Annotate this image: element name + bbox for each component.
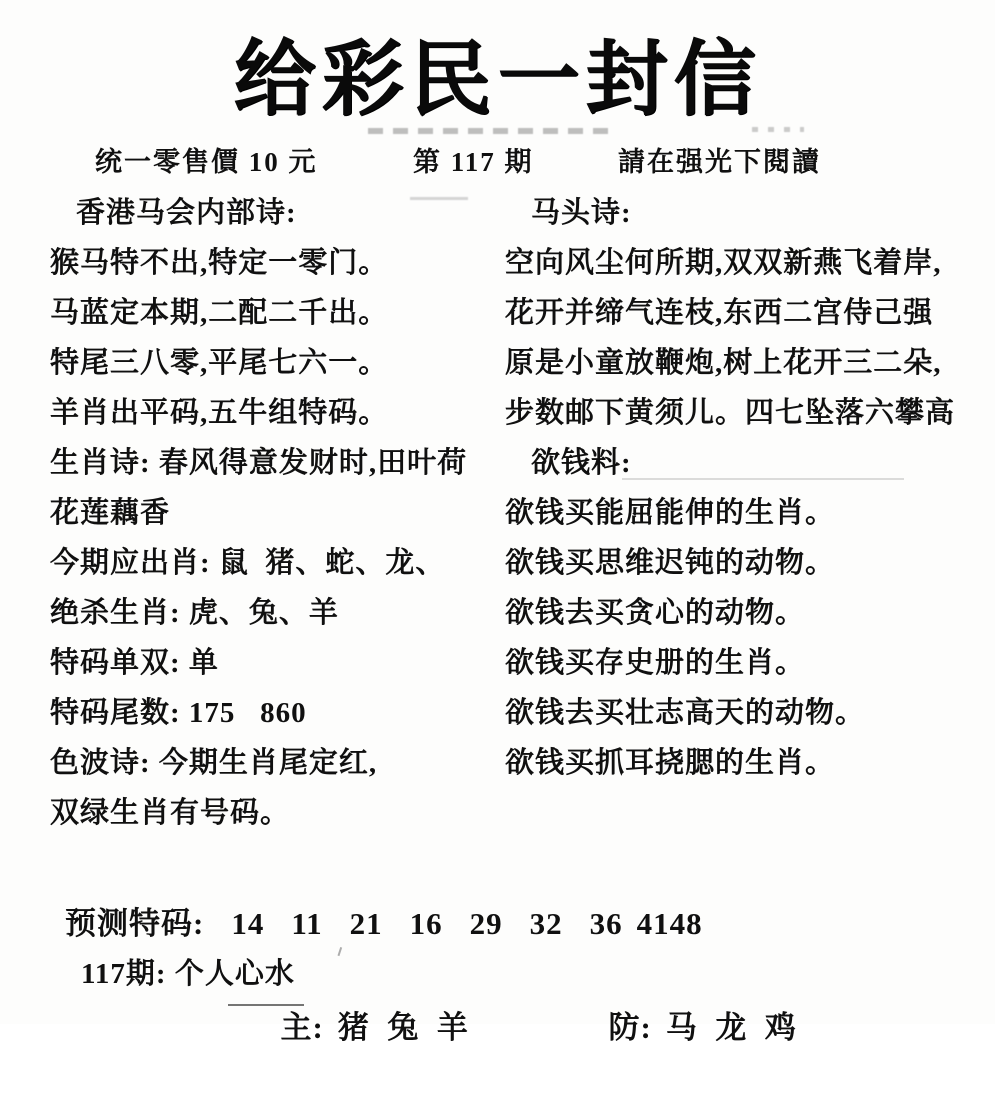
money-clue-line: 欲钱去买壮志高天的动物。	[505, 696, 866, 729]
main-label: 主:	[280, 1010, 324, 1045]
color-wave-line: 色波诗: 今期生肖尾定红,	[50, 746, 378, 779]
zodiac-poem-line: 生肖诗: 春风得意发财时,田叶荷	[50, 446, 468, 479]
issue-note-label: 117期:	[81, 958, 167, 990]
poem-line: 空向风尘何所期,双双新燕飞着岸,	[505, 246, 942, 279]
prediction-number: 29	[469, 906, 503, 941]
right-column-heading: 马头诗:	[531, 196, 632, 229]
expected-zodiac-line: 今期应出肖: 鼠 猪、蛇、龙、	[50, 546, 446, 579]
left-column-heading: 香港马会内部诗:	[76, 196, 297, 229]
main-picks	[228, 966, 469, 1083]
info-bar	[0, 140, 995, 176]
money-clue-line: 欲钱买能屈能伸的生肖。	[505, 496, 836, 529]
money-clue-line: 欲钱买抓耳挠腮的生肖。	[505, 746, 836, 779]
prediction-label: 预测特码:	[65, 906, 205, 941]
prediction-number: 11	[291, 906, 323, 941]
issue-number-label: 第 117 期	[413, 147, 534, 177]
issue-note-value: 个人心水	[174, 958, 295, 990]
guard-label: 防:	[608, 1010, 652, 1045]
retail-price-label: 统一零售價 10 元	[95, 147, 318, 177]
poem-line: 猴马特不出,特定一零门。	[50, 246, 389, 279]
prediction-number: 32	[529, 906, 563, 941]
prediction-number: 4148	[636, 906, 703, 941]
poem-line: 步数邮下黄须儿。四七坠落六攀高	[505, 396, 956, 429]
excluded-zodiac-line: 绝杀生肖: 虎、兔、羊	[50, 596, 339, 629]
poem-line: 原是小童放鞭炮,树上花开三二朵,	[505, 346, 942, 379]
poem-line: 马蓝定本期,二配二千出。	[50, 296, 389, 329]
left-column	[50, 185, 500, 835]
color-wave-line-wrap: 双绿生肖有号码。	[50, 796, 291, 829]
reading-notice-label: 請在强光下閱讀	[618, 147, 821, 177]
page-title: 给彩民一封信	[233, 32, 762, 127]
picks-line	[0, 966, 995, 1110]
money-clue-line: 欲钱买思维迟钝的动物。	[505, 546, 836, 579]
prediction-number: 16	[409, 906, 443, 941]
prediction-number: 36	[589, 906, 623, 941]
money-clue-line: 欲钱买存史册的生肖。	[505, 646, 806, 679]
main-values: 猪 兔 羊	[337, 1010, 469, 1045]
money-clue-line: 欲钱去买贪心的动物。	[505, 596, 806, 629]
guard-picks	[556, 966, 797, 1083]
money-clues-heading: 欲钱料:	[531, 446, 632, 479]
guard-values: 马 龙 鸡	[665, 1010, 797, 1045]
poem-line: 特尾三八零,平尾七六一。	[50, 346, 389, 379]
poem-line: 羊肖出平码,五牛组特码。	[50, 396, 389, 429]
prediction-number: 14	[231, 906, 265, 941]
tail-numbers-line: 特码尾数: 175 860	[50, 696, 307, 729]
zodiac-poem-line-wrap: 花莲藕香	[50, 496, 171, 529]
poem-line: 花开并缔气连枝,东西二宫侍己强	[505, 296, 934, 329]
prediction-number: 21	[349, 906, 383, 941]
right-column	[505, 185, 993, 785]
odd-even-line: 特码单双: 单	[50, 646, 219, 679]
